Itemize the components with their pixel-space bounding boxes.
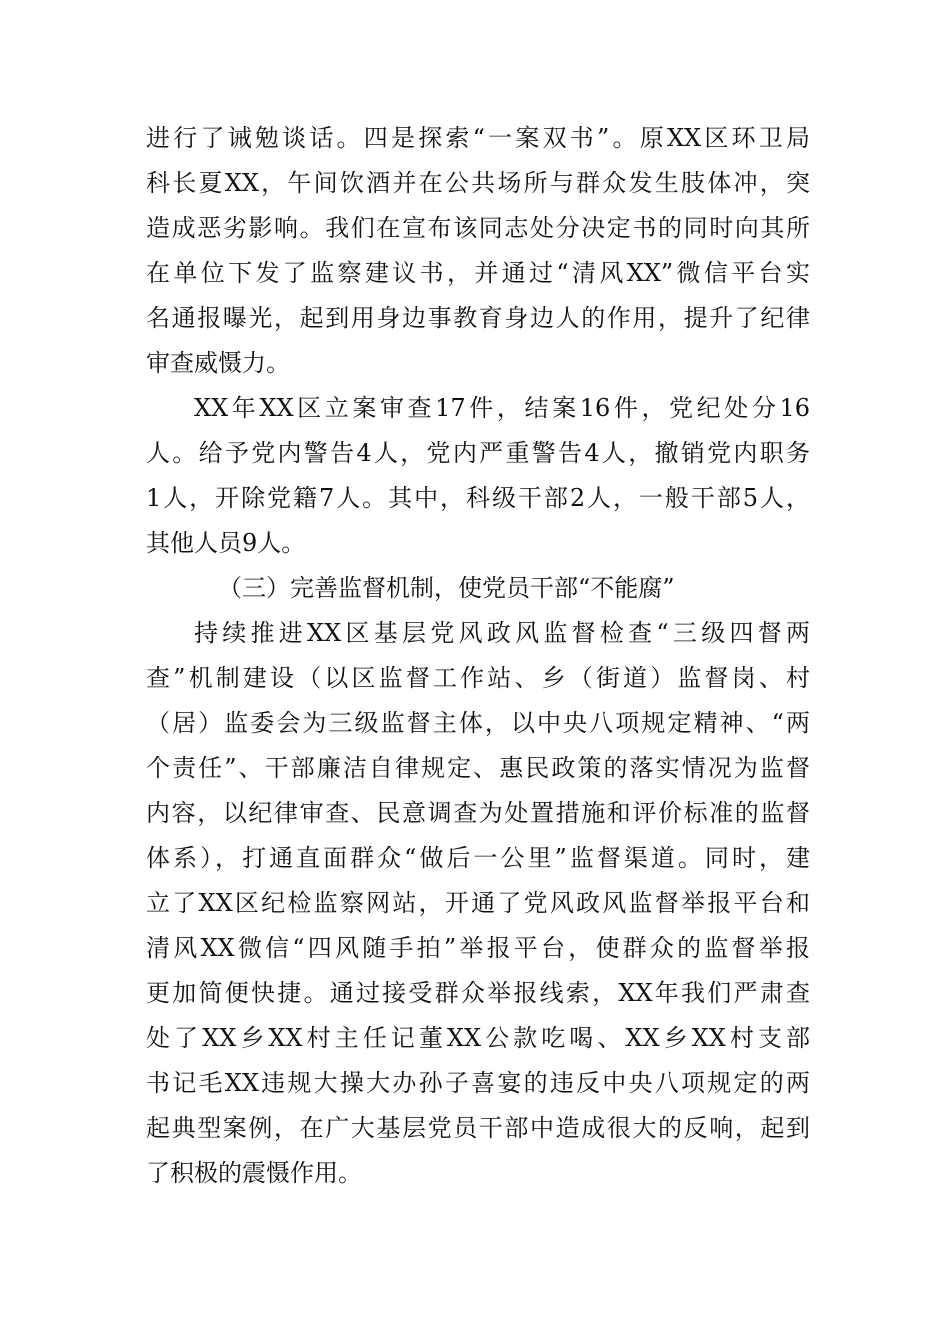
text-line: 了积极的震慑作用。 [146,1159,362,1187]
text-line: （居）监委会为三级监督主体，以中央八项规定精神、“两 [146,709,810,737]
paragraph-1 [146,116,810,386]
text-line: 人。给予党内警告4人，党内严重警告4人，撤销党内职务 [146,439,810,467]
text-line: 在单位下发了监察建议书，并通过“清风XX”微信平台实 [146,259,810,287]
text-line: 清风XX微信“四风随手拍”举报平台，使群众的监督举报 [146,934,810,962]
text-line: 其他人员9人。 [146,529,306,557]
text-line: 起典型案例，在广大基层党员干部中造成很大的反响，起到 [146,1114,810,1142]
text-line: 个责任”、干部廉洁自律规定、惠民政策的落实情况为监督 [146,754,810,782]
section-heading: （三）完善监督机制，使党员干部“不能腐” [218,574,675,602]
text-line: 科长夏XX，午间饮酒并在公共场所与群众发生肢体冲，突 [146,169,810,197]
text-line: 体系），打通直面群众“做后一公里”监督渠道。同时，建 [146,844,810,872]
text-line: 造成恶劣影响。我们在宣布该同志处分决定书的同时向其所 [146,214,810,242]
text-line: 名通报曝光，起到用身边事教育身边人的作用，提升了纪律 [146,304,810,332]
text-line: 更加简便快捷。通过接受群众举报线索，XX年我们严肃查 [146,979,810,1007]
text-line: XX年XX区立案审查17件，结案16件，党纪处分16 [194,394,810,422]
text-line: 审查威慑力。 [146,349,290,377]
paragraph-2 [146,386,810,566]
text-line: 进行了诫勉谈话。四是探索“一案双书”。原XX区环卫局 [146,124,810,152]
document-body [146,116,810,1196]
text-line: 立了XX区纪检监察网站，开通了党风政风监督举报平台和 [146,889,810,917]
text-line: 1人，开除党籍7人。其中，科级干部2人，一般干部5人， [146,484,810,512]
text-line: 处了XX乡XX村主任记董XX公款吃喝、XX乡XX村支部 [146,1024,810,1052]
paragraph-3 [146,611,810,1196]
text-line: 内容，以纪律审查、民意调查为处置措施和评价标准的监督 [146,799,810,827]
text-line: 书记毛XX违规大操大办孙子喜宴的违反中央八项规定的两 [146,1069,810,1097]
text-line: 查”机制建设（以区监督工作站、乡（街道）监督岗、村 [146,664,810,692]
text-line: 持续推进XX区基层党风政风监督检查“三级四督两 [194,619,810,647]
